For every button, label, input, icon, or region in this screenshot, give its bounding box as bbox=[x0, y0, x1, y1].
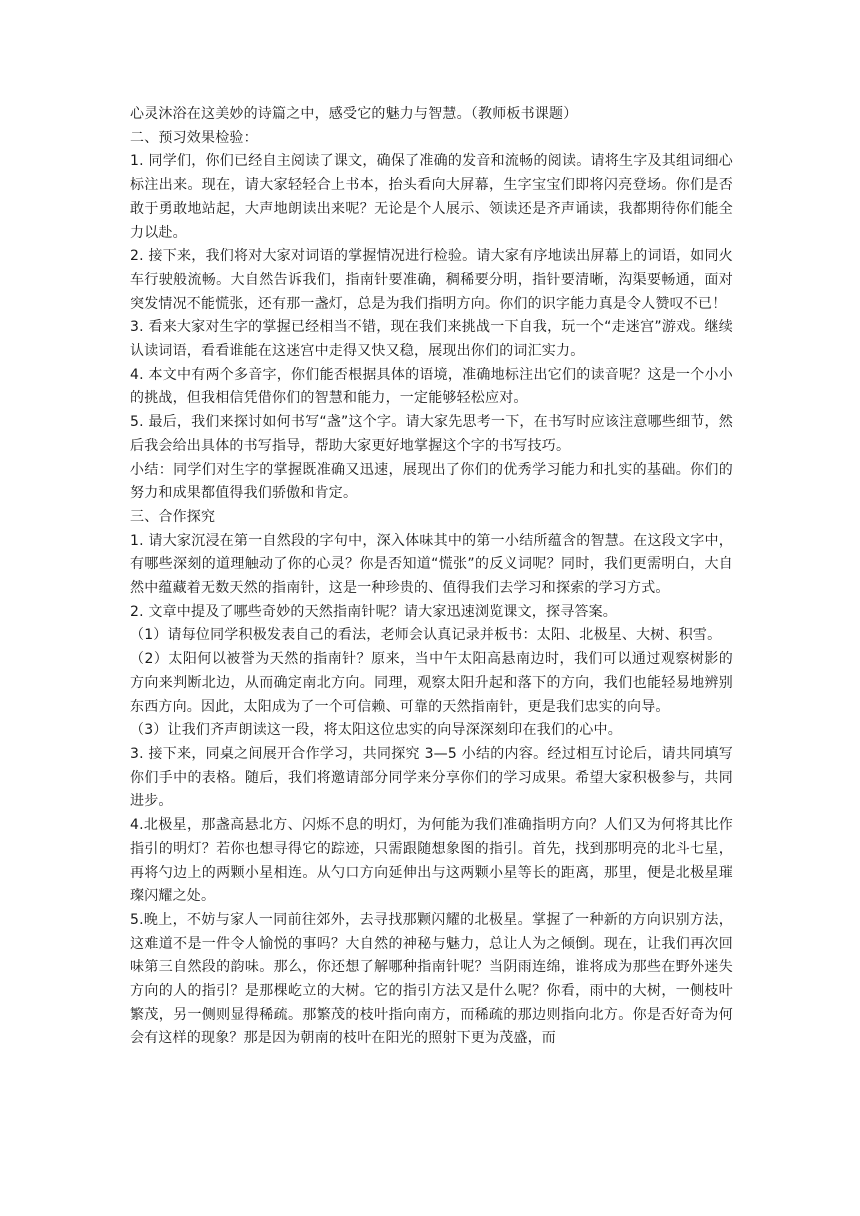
preview-item-1: 1. 同学们，你们已经自主阅读了课文，确保了准确的发音和流畅的阅读。请将生字及其组词细心标注出来。现在，请大家轻轻合上书本，抬头看向大屏幕，生字宝宝们即将闪亮登场。你们是否敢于勇敢地站起，大声地朗读出来呢？无论是个人展示、领读还是齐声诵读，我都期待你们能全力以赴。 bbox=[130, 153, 733, 241]
inquiry-item-5: 5.晚上，不妨与家人一同前往郊外，去寻找那颗闪耀的北极星。掌握了一种新的方向识别方法，这难道不是一件令人愉悦的事吗？大自然的神秘与魅力，总让人为之倾倒。现在，让我们再次回味第三自然段的韵味。那么，你还想了解哪种指南针呢？当阴雨连绵，谁将成为那些在野外迷失方向的人的指引？是那棵屹立的大树。它的指引方法又是什么呢？你看，雨中的大树，一侧枝叶繁茂，另一侧则显得稀疏。那繁茂的枝叶指向南方，而稀疏的那边则指向北方。你是否好奇为何会有这样的现象？那是因为朝南的枝叶在阳光的照射下更为茂盛，而 bbox=[130, 911, 733, 1047]
inquiry-item-2: 2. 文章中提及了哪些奇妙的天然指南针呢？请大家迅速浏览课文，探寻答案。 bbox=[130, 603, 618, 620]
inquiry-item-4: 4.北极星，那盏高悬北方、闪烁不息的明灯，为何能为我们准确指明方向？人们又为何将其比作指引的明灯？若你也想寻得它的踪迹，只需跟随想象图的指引。首先，找到那明亮的北斗七星，再将勺边上的两颗小星相连。从勺口方向延伸出与这两颗小星等长的距离，那里，便是北极星璀璨闪耀之处。 bbox=[130, 817, 733, 905]
document-page bbox=[130, 103, 733, 1051]
inquiry-item-1: 1. 请大家沉浸在第一自然段的字句中，深入体味其中的第一小结所蕴含的智慧。在这段文字中，有哪些深刻的道理触动了你的心灵？你是否知道“慌张”的反义词呢？同时，我们更需明白，大自然中蕴藏着无数天然的指南针，这是一种珍贵的、值得我们去学习和探索的学习方式。 bbox=[130, 532, 733, 597]
inquiry-subitem-1: （1）请每位同学积极发表自己的看法，老师会认真记录并板书：太阳、北极星、大树、积雪。 bbox=[130, 627, 722, 644]
section-heading-cooperative-inquiry: 三、合作探究 bbox=[130, 508, 216, 525]
preview-item-5: 5. 最后，我们来探讨如何书写“盏”这个字。请大家先思考一下，在书写时应该注意哪些细节，然后我会给出具体的书写指导，帮助大家更好地掌握这个字的书写技巧。 bbox=[130, 414, 733, 454]
preview-item-2: 2. 接下来，我们将对大家对词语的掌握情况进行检验。请大家有序地读出屏幕上的词语，如同火车行驶般流畅。大自然告诉我们，指南针要准确，稠稀要分明，指针要清晰，沟渠要畅通，面对突发情况不能慌张，还有那一盏灯，总是为我们指明方向。你们的识字能力真是令人赞叹不已！ bbox=[130, 248, 733, 312]
preview-item-4: 4. 本文中有两个多音字，你们能否根据具体的语境，准确地标注出它们的读音呢？这是一个小小的挑战，但我相信凭借你们的智慧和能力，一定能够轻松应对。 bbox=[130, 366, 733, 407]
inquiry-item-3: 3. 接下来，同桌之间展开合作学习，共同探究 3—5 小结的内容。经过相互讨论后，请共同填写你们手中的表格。随后，我们将邀请部分同学来分享你们的学习成果。希望大家积极参与，共同进步。 bbox=[130, 745, 733, 810]
section-heading-preview-check: 二、预习效果检验： bbox=[130, 129, 258, 146]
summary-paragraph: 小结：同学们对生字的掌握既准确又迅速，展现出了你们的优秀学习能力和扎实的基础。你们的努力和成果都值得我们骄傲和肯定。 bbox=[130, 461, 733, 502]
inquiry-subitem-3: （3）让我们齐声朗读这一段，将太阳这位忠实的向导深深刻印在我们的心中。 bbox=[130, 722, 622, 739]
inquiry-subitem-2: （2）太阳何以被誉为天然的指南针？原来，当中午太阳高悬南边时，我们可以通过观察树影的方向来判断北边，从而确定南北方向。同理，观察太阳升起和落下的方向，我们也能轻易地辨别东西方向。因此，太阳成为了一个可信赖、可靠的天然指南针，更是我们忠实的向导。 bbox=[130, 651, 733, 715]
preview-item-3: 3. 看来大家对生字的掌握已经相当不错，现在我们来挑战一下自我，玩一个“走迷宫”游戏。继续认读词语，看看谁能在这迷宫中走得又快又稳，展现出你们的词汇实力。 bbox=[130, 319, 733, 360]
intro-paragraph: 心灵沐浴在这美妙的诗篇之中，感受它的魅力与智慧。（教师板书课题） bbox=[130, 106, 578, 122]
